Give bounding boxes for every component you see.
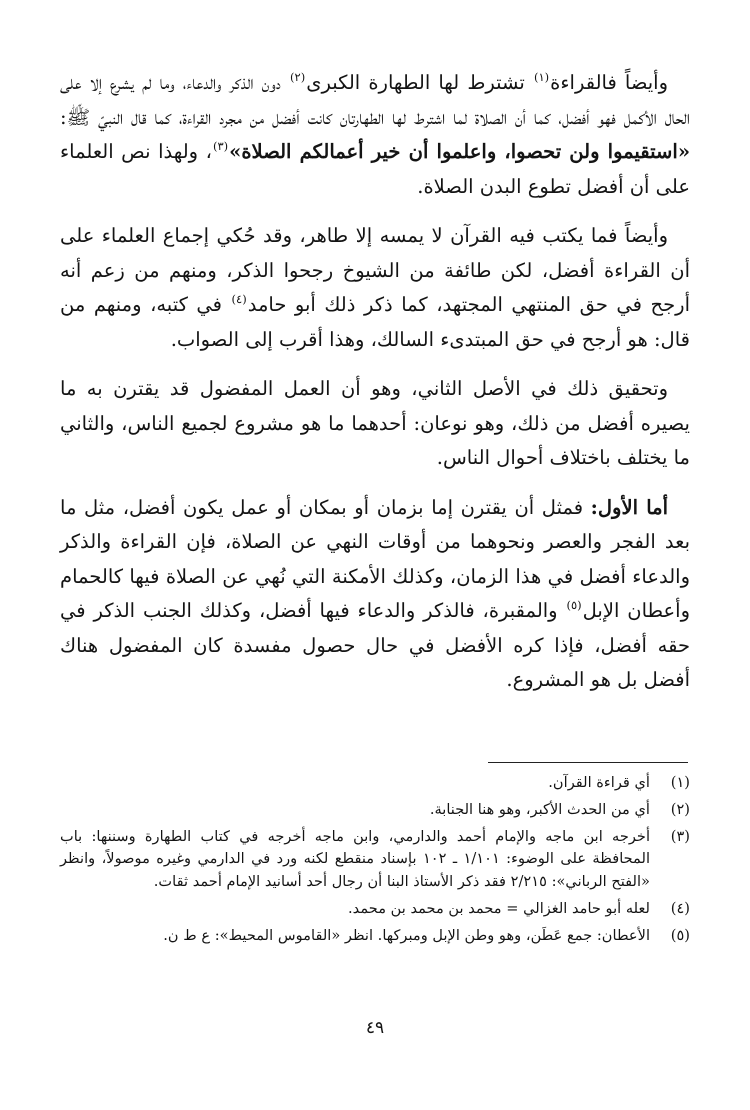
paragraph-4 [60,491,690,698]
text-span: في كتبه، ومنهم من قال: هو أرجح في حق المبتدىء السالك، وهذا أقرب إلى الصواب. [60,293,690,351]
main-text [60,66,690,698]
footnote-ref-3[interactable]: (٣) [212,138,229,153]
text-span: تشترط لها الطهارة الكبرى [306,71,533,94]
footnote-text: أي قراءة القرآن. [548,774,650,791]
footnote-ref-5[interactable]: (٥) [566,597,582,612]
footnote-text: أخرجه ابن ماجه والإمام أحمد والدارمي، وابن ماجه أخرجه في كتاب الطهارة وسننها: باب المحافظة على الوضوء: ١/١٠١ ـ ١٠٢ بإسناد منقطع لكنه ورد في الدارمي وغيره موصولاً، وانظر «الفتح الرباني»: ٢/٢١٥ فقد ذكر الأستاذ البنا أن رجال أحد أسانيد الإمام أحمد ثقات. [60,827,650,891]
paragraph-2 [60,219,690,357]
footnote-ref-2[interactable]: (٢) [290,69,306,84]
hadith-quote: «استقيموا ولن تحصوا، واعلموا أن خير أعمالكم الصلاة» [229,140,691,163]
section-lead: أما الأول: [590,495,668,519]
text-span: ، ولهذا نص العلماء على أن أفضل تطوع البدن الصلاة. [60,140,690,198]
paragraph-3: وتحقيق ذلك في الأصل الثاني، وهو أن العمل المفضول قد يقترن به ما يصيره أفضل من ذلك، وهو نوعان: أحدهما ما هو مشروع لجميع الناس، والثاني ما يختلف باختلاف أحوال الناس. [60,377,690,469]
text-span: والمقبرة، فالذكر والدعاء فيها أفضل، وكذلك الجنب الذكر في حقه أفضل، فإذا كره الأفضل في حال حصول مفسدة كان المفضول هناك أفضل بل هو المشروع. [60,599,690,691]
footnote-4 [60,898,690,921]
footnote-ref-1[interactable]: (١) [533,69,550,84]
page-number: ٤٩ [365,1018,385,1038]
text-span: وأيضاً فالقراءة [550,71,668,94]
footnote-number: (٥) [670,926,690,944]
footnote-number: (١) [670,774,690,791]
footnote-number: (٢) [670,800,690,818]
footnote-3 [60,826,690,894]
footnote-number: (٣) [670,827,690,845]
footnotes-list [60,772,690,952]
footnote-text: الأعطان: جمع عَطَن، وهو وطن الإبل ومبركها. انظر «القاموس المحيط»: ع ط ن. [163,926,650,944]
footnote-text: لعله أبو حامد الغزالي = محمد بن محمد بن محمد. [348,899,650,917]
text-span: دون الذكر والدعاء، وما لم يشرع إلا على الحال الأكمل فهو أفضل، كما أن الصلاة لما اشترط لها الطهارتان كانت أفضل من مجرد القراءة، كما قال النبيّ ﷺ: [60,71,690,129]
footnote-2 [60,799,690,822]
footnote-5 [60,925,690,948]
text-span: فمثل أن يقترن إما بزمان أو بمكان أو عمل يكون أفضل، مثل ما بعد الفجر والعصر ونحوهما من أوقات النهي عن الصلاة، فإن القراءة والذكر والدعاء أفضل في هذا الزمان، وكذلك الأمكنة التي نُهي عن الصلاة فيها كالحمام وأعطان الإبل [60,495,690,622]
footnote-divider [488,762,688,763]
footnote-ref-4[interactable]: (٤) [231,291,247,306]
footnote-1 [60,772,690,795]
footnote-number: (٤) [670,899,690,917]
paragraph-1 [60,66,690,204]
text-span: وأيضاً فما يكتب فيه القرآن لا يمسه إلا طاهر، وقد حُكي إجماع العلماء على أن القراءة أفضل، لكن طائفة من الشيوخ رجحوا الذكر، ومنهم من زعم أنه أرجح في حق المنتهي المجتهد، كما ذكر ذلك أبو حامد [60,224,690,316]
footnote-text: أي من الحدث الأكبر، وهو هنا الجنابة. [429,800,650,818]
